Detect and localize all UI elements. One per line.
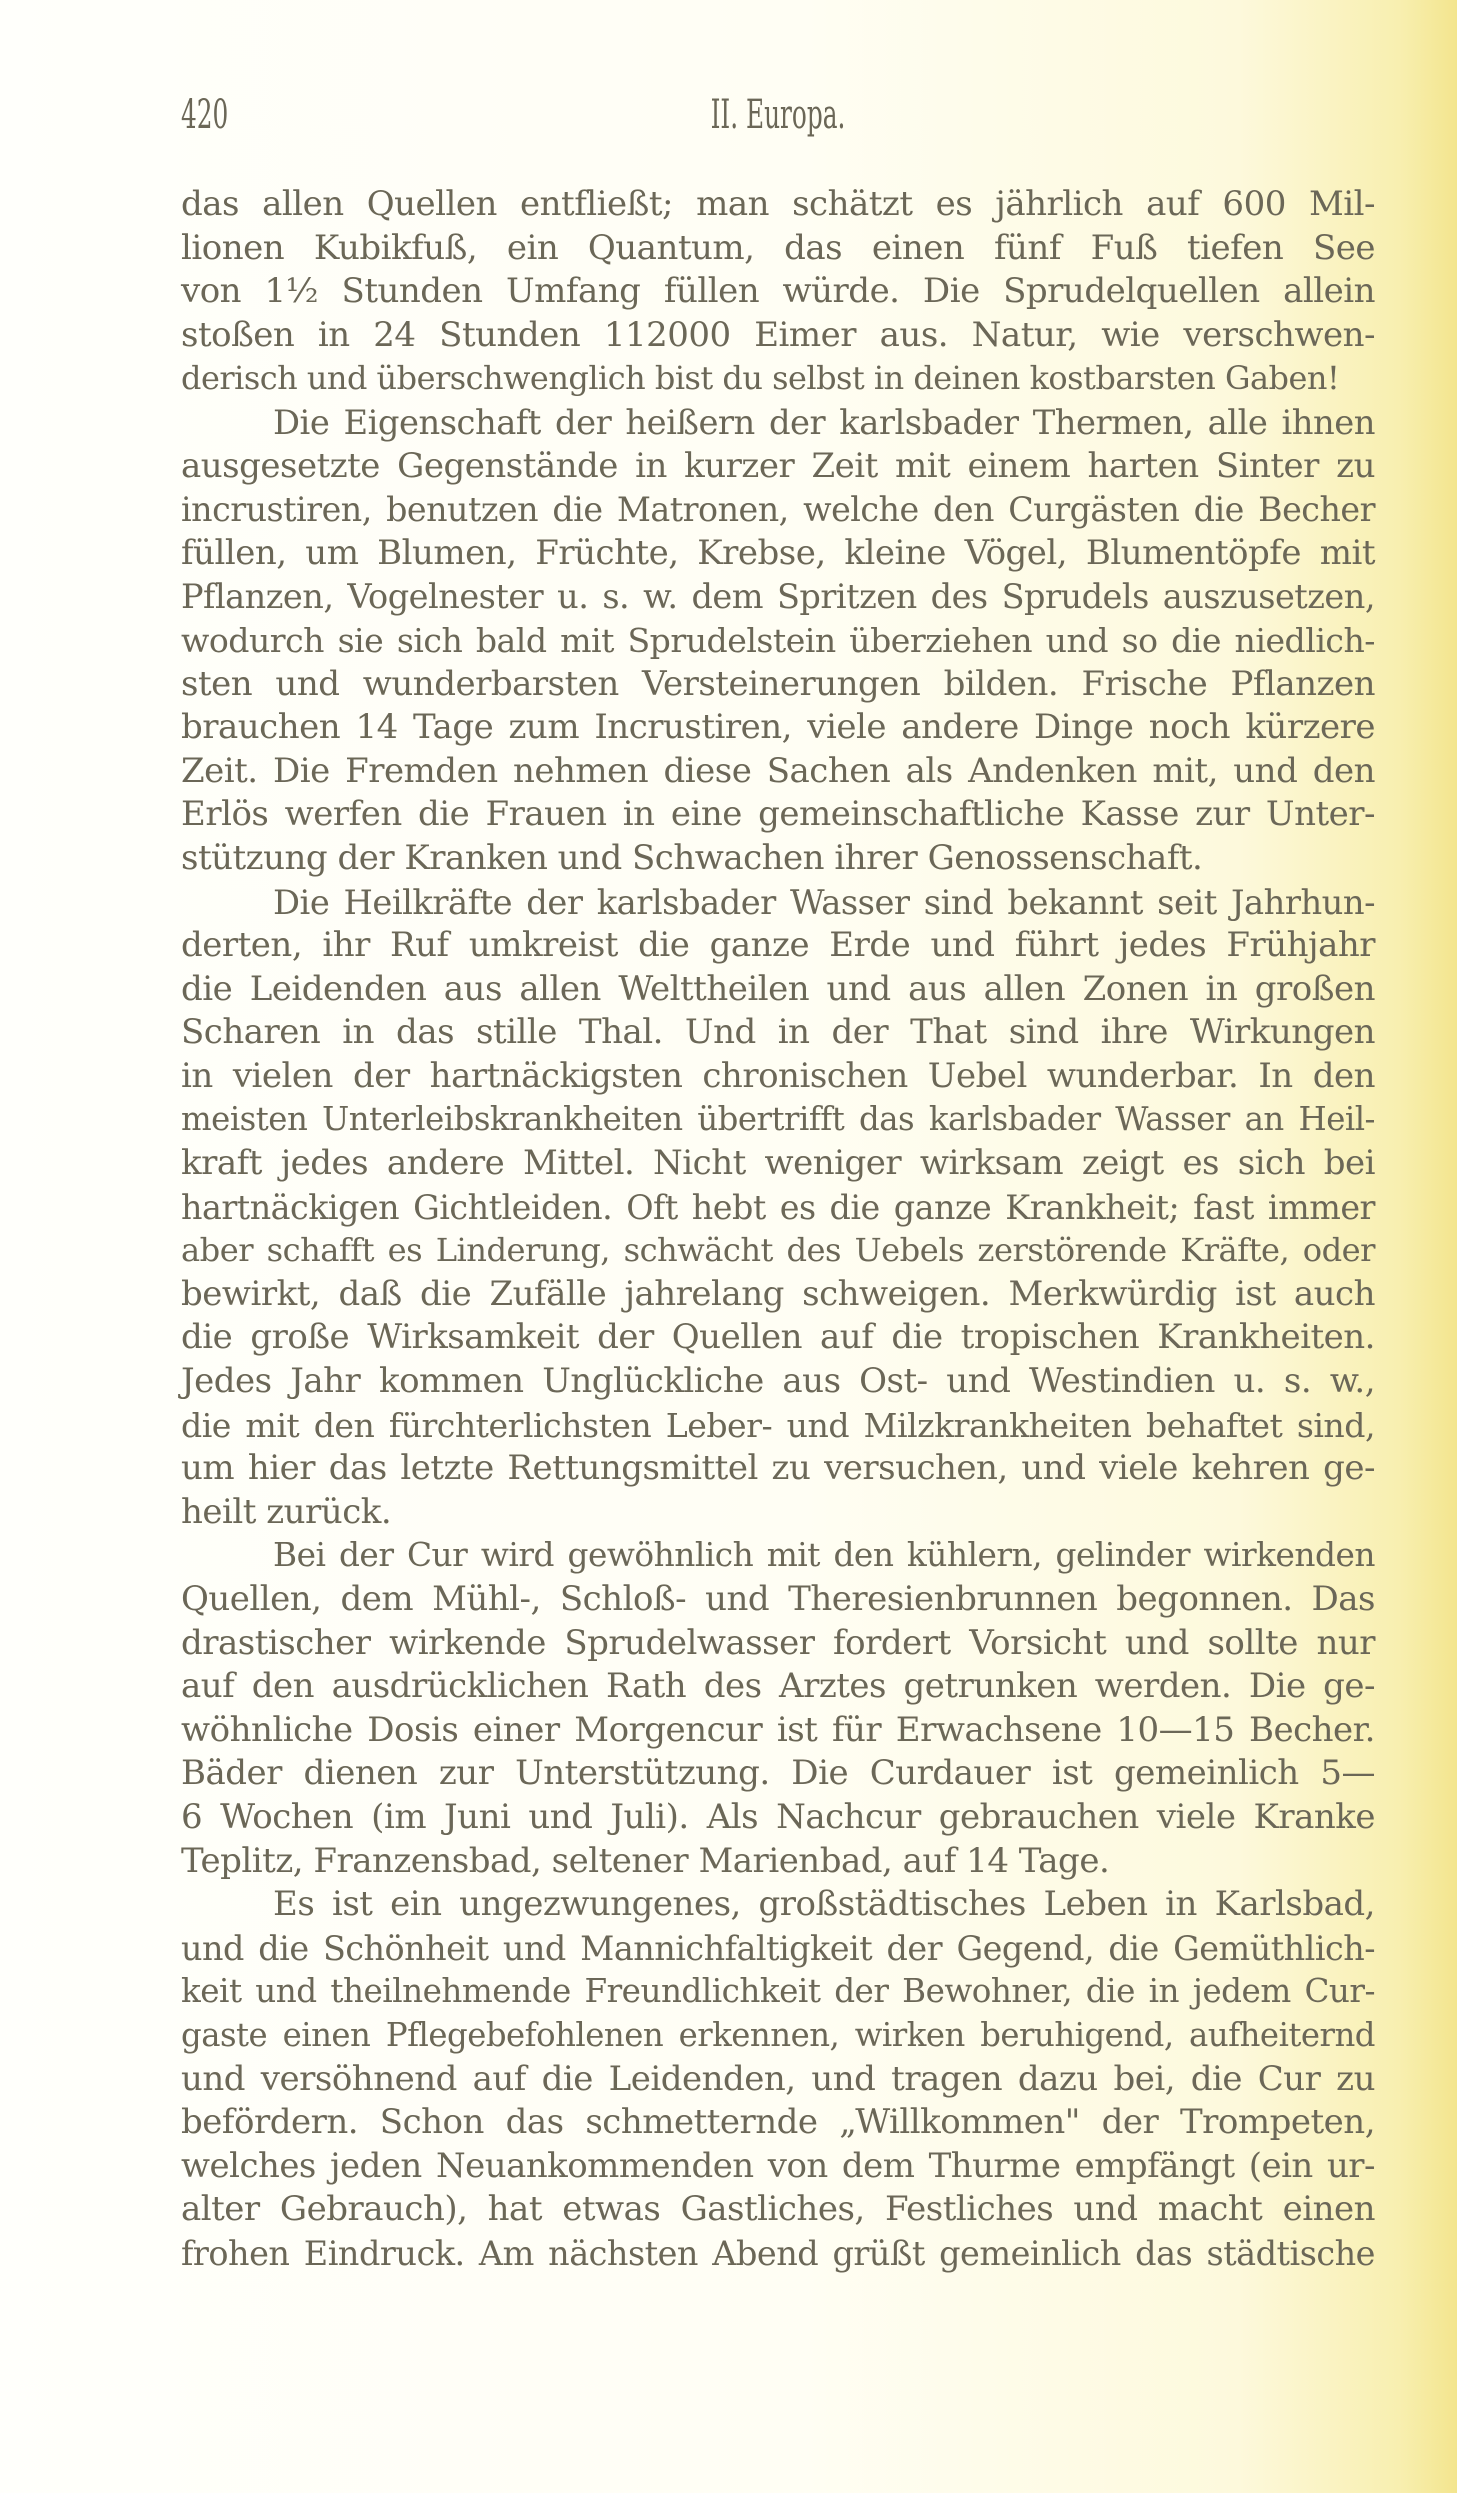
text-line: Teplitz, Franzensbad, seltener Marienbad, auf 14 Tage. [181,1840,1110,1881]
paragraph [181,401,1375,881]
text-line: wöhnliche Dosis einer Morgencur ist für Erwachsene 10—15 Becher. [181,1709,1375,1750]
text-line: incrustiren, benutzen die Matronen, welche den Curgästen die Becher [181,490,1375,530]
text-line: welches jeden Neuankommenden von dem Thurme empfängt (ein ur- [181,2145,1375,2186]
text-line: 6 Wochen (im Juni und Juli). Als Nachcur gebrauchen viele Kranke [181,1796,1375,1837]
running-title: II. Europa. [710,92,846,138]
text-line: aber schafft es Linderung, schwächt des Uebels zerstörende Kräfte, oder [181,1231,1375,1270]
text-line: Erlös werfen die Frauen in eine gemeinschaftliche Kasse zur Unter- [181,794,1375,835]
text-line: befördern. Schon das schmetternde „Willkommen" der Trompeten, [181,2102,1375,2143]
text-line: derten, ihr Ruf umkreist die ganze Erde und führt jedes Frühjahr [181,925,1375,966]
text-line: heilt zurück. [181,1491,392,1532]
text-line: Jedes Jahr kommen Unglückliche aus Ost- und Westindien u. s. w., [181,1361,1375,1402]
text-line: die mit den fürchterlichsten Leber- und Milzkrankheiten behaftet sind, [181,1405,1375,1445]
text-line: stützung der Kranken und Schwachen ihrer Genossenschaft. [181,837,1203,878]
text-line: keit und theilnehmende Freundlichkeit der Bewohner, die in jedem Cur- [181,1972,1375,2011]
text-line: alter Gebrauch), hat etwas Gastliches, Festliches und macht einen [181,2189,1375,2230]
page-number: 420 [181,92,229,138]
text-line: und versöhnend auf die Leidenden, und tragen dazu bei, die Cur zu [181,2058,1375,2099]
text-line: bewirkt, daß die Zufälle jahrelang schweigen. Merkwürdig ist auch [181,1273,1375,1314]
page-header [181,92,1375,142]
text-line: in vielen der hartnäckigsten chronischen Uebel wunderbar. In den [181,1055,1375,1096]
text-line: füllen, um Blumen, Früchte, Krebse, kleine Vögel, Blumentöpfe mit [181,532,1375,573]
text-line: Bäder dienen zur Unterstützung. Die Curdauer ist gemeinlich 5— [181,1753,1375,1794]
text-line: sten und wunderbarsten Versteinerungen bilden. Frische Pflanzen [181,663,1375,704]
text-line: Die Heilkräfte der karlsbader Wasser sind bekannt seit Jahrhun- [273,882,1375,922]
text-line: von 1½ Stunden Umfang füllen würde. Die Sprudelquellen allein [181,271,1375,312]
text-line: hartnäckigen Gichtleiden. Oft hebt es die ganze Krankheit; fast immer [181,1187,1375,1227]
text-line: die große Wirksamkeit der Quellen auf die tropischen Krankheiten. [181,1317,1375,1358]
text-line: das allen Quellen entfließt; man schätzt es jährlich auf 600 Mil- [181,184,1375,224]
text-line: brauchen 14 Tage zum Incrustiren, viele andere Dinge noch kürzere [181,707,1375,748]
text-line: Die Eigenschaft der heißern der karlsbader Thermen, alle ihnen [273,402,1375,442]
text-line: gaste einen Pflegebefohlenen erkennen, wirken beruhigend, aufheiternd [181,2015,1375,2054]
text-line: Zeit. Die Fremden nehmen diese Sachen als Andenken mit, und den [181,750,1375,791]
text-line: lionen Kubikfuß, ein Quantum, das einen fünf Fuß tiefen See [181,227,1375,268]
text-line: auf den ausdrücklichen Rath des Arztes getrunken werden. Die ge- [181,1666,1375,1707]
text-line: stoßen in 24 Stunden 112000 Eimer aus. Natur, wie verschwen- [181,314,1375,355]
text-line: und die Schönheit und Mannichfaltigkeit der Gegend, die Gemüthlich- [181,1928,1375,1968]
text-line: meisten Unterleibskrankheiten übertrifft das karlsbader Wasser an Heil- [181,1100,1375,1139]
text-line: ausgesetzte Gegenstände in kurzer Zeit mit einem harten Sinter zu [181,445,1375,486]
text-line: drastischer wirkende Sprudelwasser fordert Vorsicht und sollte nur [181,1622,1375,1663]
text-line: Bei der Cur wird gewöhnlich mit den kühlern, gelinder wirkenden [273,1536,1375,1575]
text-line: Quellen, dem Mühl-, Schloß- und Theresienbrunnen begonnen. Das [181,1579,1375,1619]
paragraph [181,183,1375,401]
text-line: derisch und überschwenglich bist du selbst in deinen kostbarsten Gaben! [181,359,1340,398]
text-line: kraft jedes andere Mittel. Nicht weniger wirksam zeigt es sich bei [181,1143,1375,1184]
paragraph [181,1883,1375,2275]
text-line: wodurch sie sich bald mit Sprudelstein überziehen und so die niedlich- [181,620,1375,660]
text-line: um hier das letzte Rettungsmittel zu versuchen, und viele kehren ge- [181,1448,1375,1489]
text-line: Es ist ein ungezwungenes, großstädtisches Leben in Karlsbad, [273,1884,1375,1925]
body-text [181,183,1375,2276]
text-line: die Leidenden aus allen Welttheilen und aus allen Zonen in großen [181,968,1375,1009]
text-line: frohen Eindruck. Am nächsten Abend grüßt gemeinlich das städtische [181,2233,1375,2273]
text-line: Pflanzen, Vogelnester u. s. w. dem Spritzen des Sprudels auszusetzen, [181,577,1375,617]
paragraph [181,1534,1375,1883]
text-line: Scharen in das stille Thal. Und in der That sind ihre Wirkungen [181,1012,1375,1053]
paragraph [181,881,1375,1535]
